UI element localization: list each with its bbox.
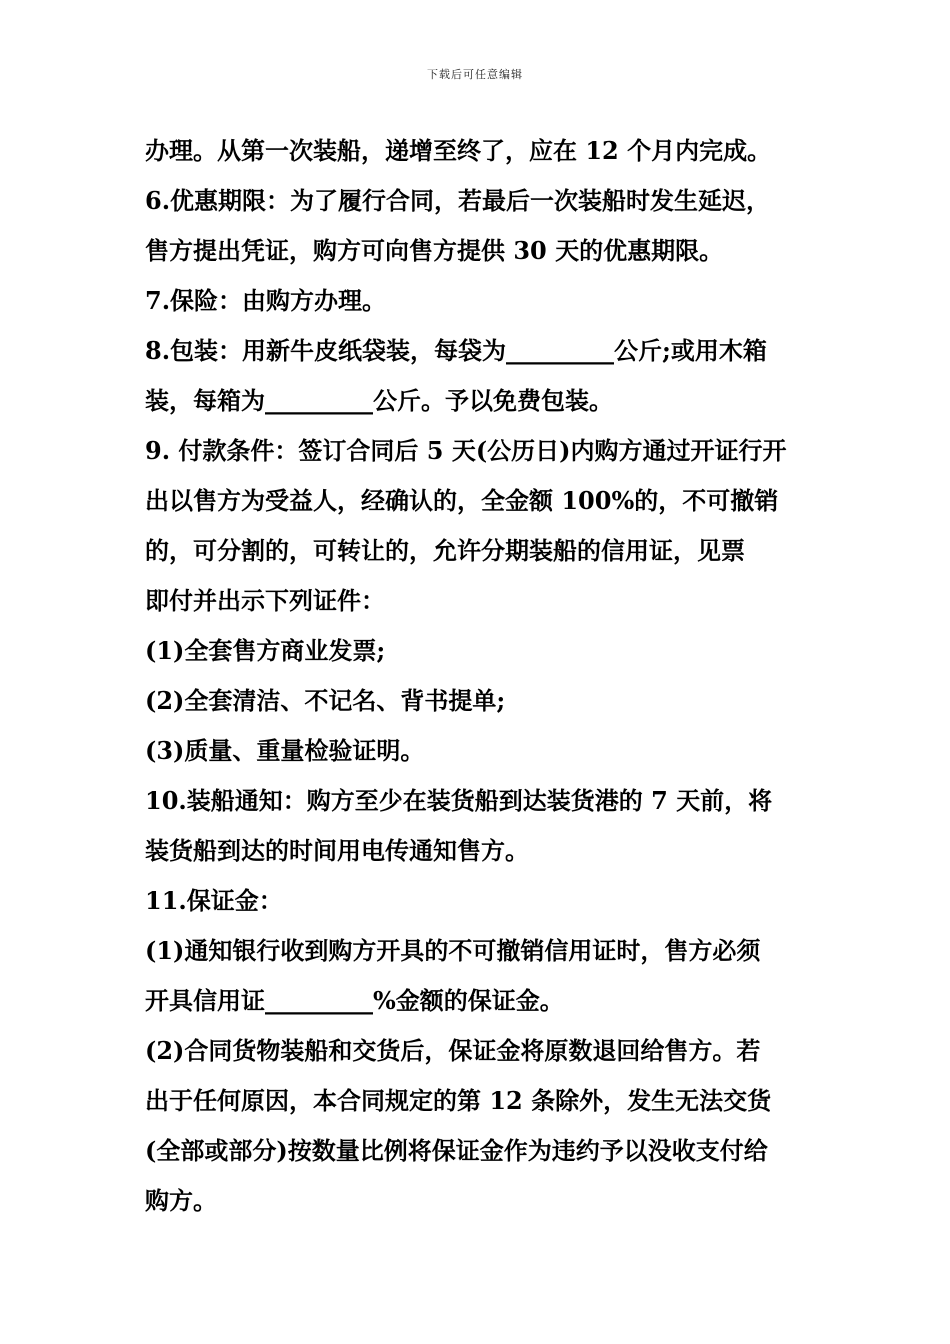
paragraph-line: 出于任何原因，本合同规定的第 12 条除外，发生无法交货 [145, 1086, 772, 1115]
paragraph-line: (3)质量、重量检验证明。 [145, 736, 425, 765]
paragraph-line: 6.优惠期限：为了履行合同，若最后一次装船时发生延迟， [145, 186, 771, 215]
paragraph-line: 开具信用证_________%金额的保证金。 [145, 986, 564, 1015]
paragraph-line: 即付并出示下列证件： [145, 586, 385, 615]
paragraph-line: 的，可分割的，可转让的，允许分期装船的信用证，见票 [145, 536, 745, 565]
paragraph-line: 购方。 [145, 1186, 217, 1215]
paragraph-line: 售方提出凭证，购方可向售方提供 30 天的优惠期限。 [145, 236, 724, 265]
page-header: 下载后可任意编辑 [427, 68, 523, 81]
paragraph-line: (2)全套清洁、不记名、背书提单; [145, 686, 506, 715]
paragraph-line: 8.包装：用新牛皮纸袋装，每袋为_________公斤;或用木箱 [145, 336, 767, 365]
document-body [145, 126, 825, 1226]
paragraph-line: (1)全套售方商业发票; [145, 636, 386, 665]
paragraph-line: 11.保证金： [145, 886, 283, 915]
paragraph-line: 办理。从第一次装船，递增至终了，应在 12 个月内完成。 [145, 136, 772, 165]
paragraph-line: 装货船到达的时间用电传通知售方。 [145, 836, 529, 865]
paragraph-line: 出以售方为受益人，经确认的，全金额 100%的，不可撤销 [145, 486, 779, 515]
paragraph-line: 9. 付款条件：签订合同后 5 天(公历日)内购方通过开证行开 [145, 436, 787, 465]
paragraph-line: (2)合同货物装船和交货后，保证金将原数退回给售方。若 [145, 1036, 761, 1065]
paragraph-line: 10.装船通知：购方至少在装货船到达装货港的 7 天前，将 [145, 786, 773, 815]
paragraph-line: (1)通知银行收到购方开具的不可撤销信用证时，售方必须 [145, 936, 761, 965]
paragraph-line: 装，每箱为_________公斤。予以免费包装。 [145, 386, 613, 415]
paragraph-line: 7.保险：由购方办理。 [145, 286, 387, 315]
paragraph-line: (全部或部分)按数量比例将保证金作为违约予以没收支付给 [145, 1136, 768, 1165]
